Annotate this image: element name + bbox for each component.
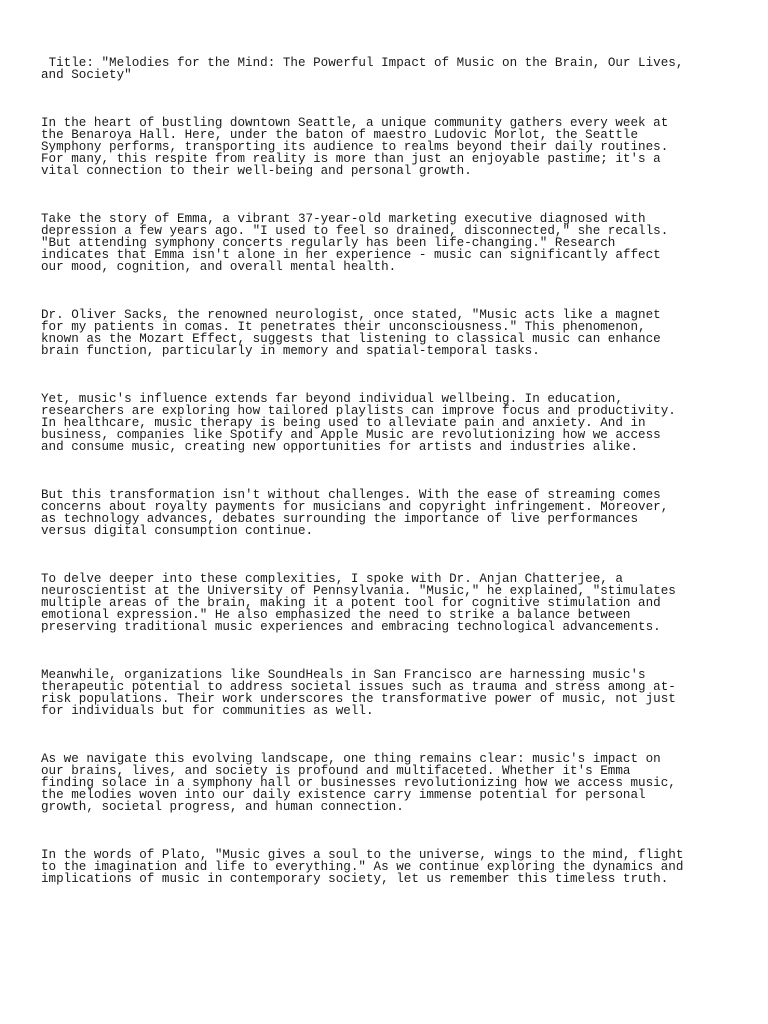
paragraph-challenges: But this transformation isn't without challenges. With the ease of streaming comes concerns about royalty payments for musicians and copyright infringement. Moreover, as technology advances, debates surrounding the importance of live performances versus digital consumption continue. <box>41 488 669 538</box>
paragraph-emma-story: Take the story of Emma, a vibrant 37-year-old marketing executive diagnosed with depression a few years ago. "I used to feel so drained, disconnected," she recalls. "But attending symphony concerts regularly has been life-changing." Research indicates that Emma isn't alone in her experience - music can significantly affect our mood, cognition, and overall mental health. <box>41 212 669 274</box>
document-page <box>41 33 711 909</box>
paragraph-plato-quote: In the words of Plato, "Music gives a soul to the universe, wings to the mind, flight to the imagination and life to everything." As we continue exploring the dynamics and implications of music in contemporary society, let us remember this timeless truth. <box>41 848 684 886</box>
document-title: Title: "Melodies for the Mind: The Powerful Impact of Music on the Brain, Our Lives, and Society" <box>41 56 684 82</box>
paragraph-soundheals: Meanwhile, organizations like SoundHeals in San Francisco are harnessing music's therapeutic potential to address societal issues such as trauma and stress among at- risk populations. Their work underscores the transformative power of music, not just for individuals but for communities as well. <box>41 668 676 718</box>
paragraph-landscape: As we navigate this evolving landscape, one thing remains clear: music's impact on our brains, lives, and society is profound and multifaceted. Whether it's Emma finding solace in a symphony hall or businesses revolutionizing how we access music, the melodies woven into our daily existence carry immense potential for personal growth, societal progress, and human connection. <box>41 752 676 814</box>
paragraph-music-influence: Yet, music's influence extends far beyond individual wellbeing. In education, researchers are exploring how tailored playlists can improve focus and productivity. In healthcare, music therapy is being used to alleviate pain and anxiety. And in business, companies like Spotify and Apple Music are revolutionizing how we access and consume music, creating new opportunities for artists and industries alike. <box>41 392 676 454</box>
paragraph-anjan-chatterjee: To delve deeper into these complexities, I spoke with Dr. Anjan Chatterjee, a neuroscientist at the University of Pennsylvania. "Music," he explained, "stimulates multiple areas of the brain, making it a potent tool for cognitive stimulation and emotional expression." He also emphasized the need to strike a balance between preserving traditional music experiences and embracing technological advancements. <box>41 572 676 634</box>
paragraph-oliver-sacks: Dr. Oliver Sacks, the renowned neurologist, once stated, "Music acts like a magnet for my patients in comas. It penetrates their unconsciousness." This phenomenon, known as the Mozart Effect, suggests that listening to classical music can enhance brain function, particularly in memory and spatial-temporal tasks. <box>41 308 661 358</box>
paragraph-intro: In the heart of bustling downtown Seattle, a unique community gathers every week at the Benaroya Hall. Here, under the baton of maestro Ludovic Morlot, the Seattle Symphony performs, transporting its audience to realms beyond their daily routines. For many, this respite from reality is more than just an enjoyable pastime; it's a vital connection to their well-being and personal growth. <box>41 116 669 178</box>
